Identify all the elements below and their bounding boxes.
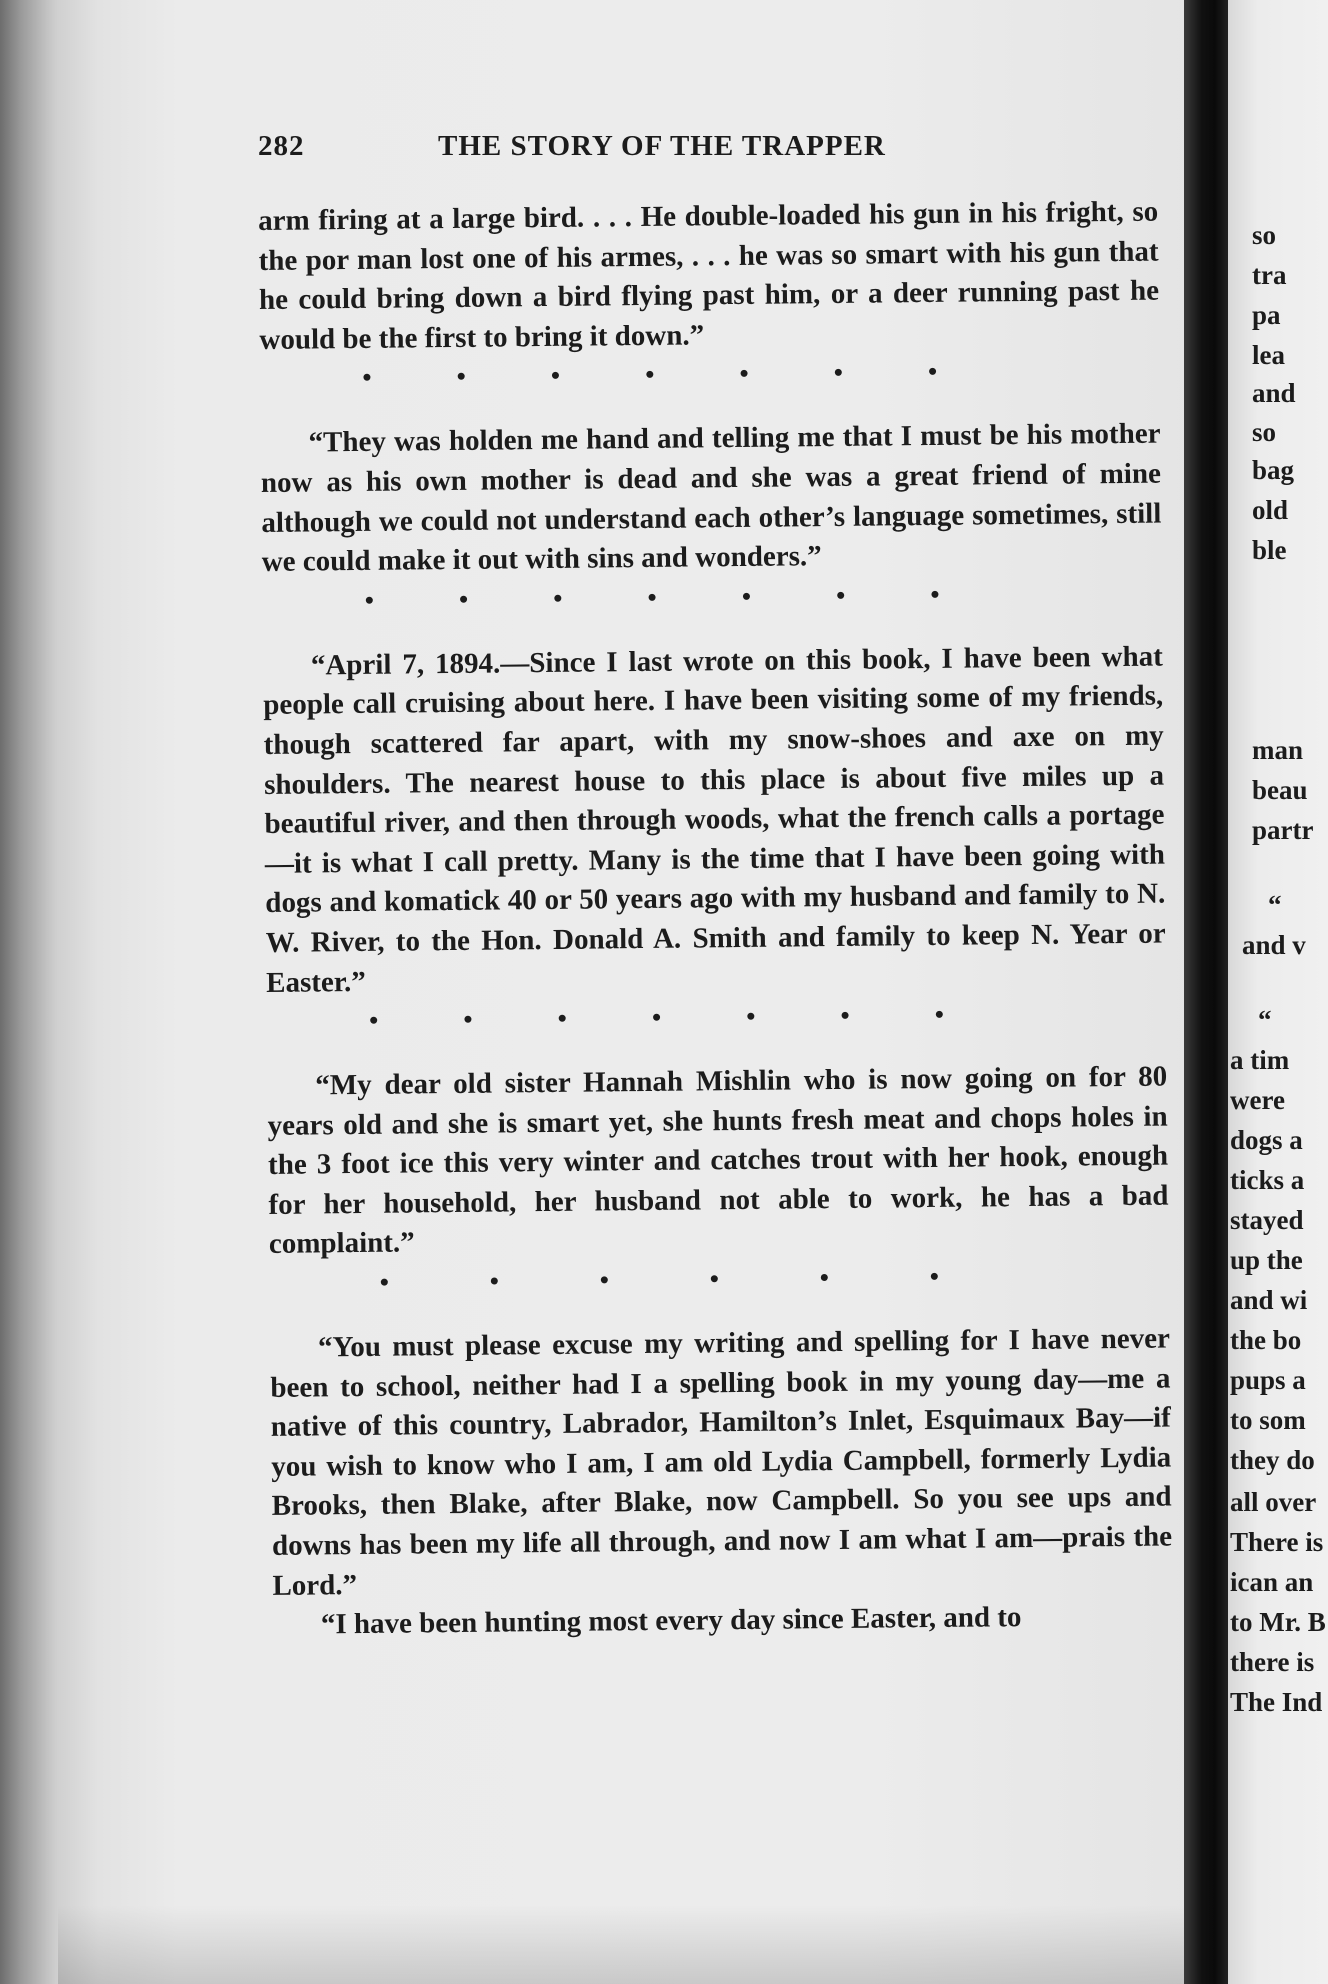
facing-page-line: “: [1258, 1005, 1272, 1035]
facing-page-line: stayed: [1230, 1205, 1304, 1235]
dot-separator: • • • • • •: [379, 1261, 939, 1297]
facing-page-line: to som: [1230, 1405, 1306, 1435]
facing-page-line: pa: [1252, 300, 1281, 330]
facing-page-line: so: [1252, 417, 1277, 447]
facing-page-line: bag: [1252, 455, 1295, 485]
facing-page-line: there is: [1230, 1647, 1315, 1677]
book-gutter: [1184, 0, 1228, 1984]
page-edge: [0, 0, 60, 1984]
facing-page-line: the bo: [1230, 1325, 1302, 1355]
facing-page-line: pups a: [1230, 1365, 1306, 1395]
page-header: [258, 130, 1178, 170]
page-shadow: [58, 1905, 1208, 1984]
facing-page-line: “: [1268, 890, 1282, 920]
paragraph: “You must please excuse my writing and spelling for I have never been to school, neither had I a spelling book in my young day—me a native of this country, Labrador, Hamilton’s Inlet, Esquimaux Bay—if you wish to know who I am, I am old Lydia Campbell, formerly Lydia Brooks, then Blake, after Blake, now Campbell. So you see ups and downs has been my life all through, and now I am what I am—prais the Lord.”: [270, 1322, 1173, 1602]
facing-page-line: beau: [1252, 775, 1308, 805]
facing-page-line: old: [1252, 495, 1289, 525]
facing-page-line: There is: [1230, 1527, 1324, 1557]
paragraph: “They was holden me hand and telling me that I must be his mother now as his own mother is dead and she was a great friend of mine although we could not understand each other’s language sometimes, still we could make it out with sins and wonders.”: [260, 417, 1162, 579]
paragraph: “I have been hunting most every day since Easter, and to: [320, 1601, 1022, 1641]
facing-page: [1228, 0, 1328, 1984]
facing-page-line: so: [1252, 220, 1277, 250]
facing-page-line: they do: [1230, 1445, 1315, 1475]
facing-page-line: lea: [1252, 340, 1285, 370]
facing-page-line: The Ind: [1230, 1687, 1323, 1717]
dot-separator: • • • • • • •: [362, 357, 938, 393]
facing-page-line: ble: [1252, 535, 1287, 565]
page-number: 282: [258, 130, 305, 162]
facing-page-line: and v: [1242, 930, 1306, 960]
dot-separator: • • • • • • •: [369, 999, 945, 1035]
facing-page-line: tra: [1252, 260, 1287, 290]
paragraph: arm firing at a large bird. . . . He double-loaded his gun in his fright, so the por man lost one of his armes, . . . he was so smart with his gun that he could bring down a bird flying past him, or a deer running past he would be the first to bring it down.”: [258, 195, 1160, 356]
facing-page-line: partr: [1252, 815, 1314, 845]
running-title: THE STORY OF THE TRAPPER: [438, 130, 886, 162]
facing-page-line: all over: [1230, 1487, 1317, 1517]
facing-page-line: were: [1230, 1085, 1285, 1115]
paragraph: “My dear old sister Hannah Mishlin who is now going on for 80 years old and she is smart yet, she hunts fresh meat and chops holes in the 3 foot ice this very winter and catches trout with her hook, enough for her household, her husband not able to work, he has a bad complaint.”: [267, 1060, 1169, 1261]
facing-page-line: and wi: [1230, 1285, 1308, 1315]
facing-page-line: ticks a: [1230, 1165, 1305, 1195]
paragraph: “April 7, 1894.—Since I last wrote on this book, I have been what people call cruising about here. I have been visiting some of my friends, though scattered far apart, with my snow-shoes and axe on my shoulders. The nearest house to this place is about five miles up a beautiful river, and then through woods, what the french calls a portage—it is what I call pretty. Many is the time that I have been going with dogs and komatick 40 or 50 years ago with my husband and family to N. W. River, to the Hon. Donald A. Smith and family to keep N. Year or Easter.”: [263, 640, 1166, 999]
facing-page-line: dogs a: [1230, 1125, 1303, 1155]
facing-page-line: ican an: [1230, 1567, 1314, 1597]
facing-page-line: up the: [1230, 1245, 1303, 1275]
facing-page-line: to Mr. B: [1230, 1607, 1326, 1637]
facing-page-line: a tim: [1230, 1045, 1290, 1075]
dot-separator: • • • • • • •: [364, 579, 940, 615]
body-text: [258, 193, 1173, 1646]
facing-page-line: man: [1252, 735, 1304, 765]
facing-page-line: and: [1252, 378, 1296, 408]
